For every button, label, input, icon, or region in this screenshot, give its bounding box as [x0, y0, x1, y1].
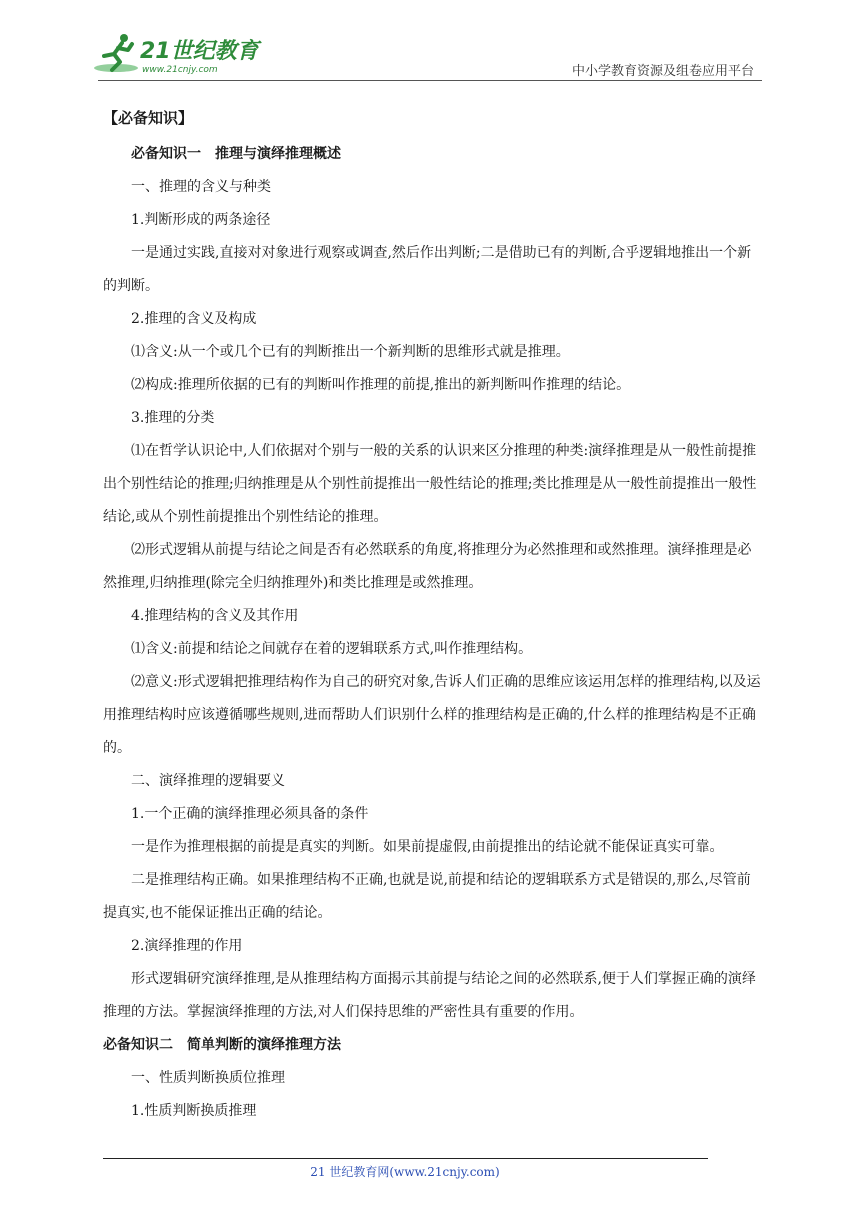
k1-s2-1-b: 二是推理结构正确。如果推理结构不正确,也就是说,前提和结论的逻辑联系方式是错误的,那么,尽管前提真实,也不能保证推出正确的结论。	[103, 872, 751, 921]
k1-s2-2-text: 形式逻辑研究演绎推理,是从推理结构方面揭示其前提与结论之间的必然联系,便于人们掌握正确的演绎推理的方法。掌握演绎推理的方法,对人们保持思维的严密性具有重要的作用。	[103, 971, 756, 1020]
k1-s1-4-a: ⑴含义:前提和结论之间就存在着的逻辑联系方式,叫作推理结构。	[131, 641, 533, 657]
svg-text:www.21cnjy.com: www.21cnjy.com	[142, 65, 218, 75]
k1-s2-1-heading: 1.一个正确的演绎推理必须具备的条件	[131, 806, 369, 822]
k1-s1-heading: 一、推理的含义与种类	[131, 179, 271, 195]
k1-s1-2-a: ⑴含义:从一个或几个已有的判断推出一个新判断的思维形式就是推理。	[131, 344, 570, 360]
k1-s2-heading: 二、演绎推理的逻辑要义	[131, 773, 285, 789]
k1-title: 必备知识一 推理与演绎推理概述	[131, 146, 341, 162]
k1-s1-3-heading: 3.推理的分类	[131, 410, 215, 426]
platform-name: 中小学教育资源及组卷应用平台	[571, 64, 754, 79]
k1-s1-1-text: 一是通过实践,直接对对象进行观察或调查,然后作出判断;二是借助已有的判断,合乎逻辑地推出一个新的判断。	[103, 245, 752, 294]
k1-s1-4-b: ⑵意义:形式逻辑把推理结构作为自己的研究对象,告诉人们正确的思维应该运用怎样的推理结构,以及运用推理结构时应该遵循哪些规则,进而帮助人们识别什么样的推理结构是正确的,什么样的推理结构是不正确的。	[103, 674, 761, 756]
svg-text:21世纪教育: 21世纪教育	[140, 39, 259, 64]
k1-s2-2-heading: 2.演绎推理的作用	[131, 938, 243, 954]
document-body	[103, 104, 763, 1128]
section-title: 【必备知识】	[103, 109, 194, 127]
k2-title: 必备知识二 简单判断的演绎推理方法	[103, 1037, 341, 1053]
logo	[92, 32, 262, 78]
k1-s1-4-heading: 4.推理结构的含义及其作用	[131, 608, 299, 624]
footer-divider	[103, 1158, 708, 1159]
footer-site[interactable]: 21 世纪教育网(www.21cnjy.com)	[310, 1165, 500, 1179]
k1-s1-2-heading: 2.推理的含义及构成	[131, 311, 257, 327]
header-divider	[98, 80, 762, 81]
k2-s1-1-heading: 1.性质判断换质推理	[131, 1103, 257, 1119]
k1-s1-2-b: ⑵构成:推理所依据的已有的判断叫作推理的前提,推出的新判断叫作推理的结论。	[131, 377, 631, 393]
k1-s1-3-b: ⑵形式逻辑从前提与结论之间是否有必然联系的角度,将推理分为必然推理和或然推理。演绎推理是必然推理,归纳推理(除完全归纳推理外)和类比推理是或然推理。	[103, 542, 752, 591]
k2-s1-heading: 一、性质判断换质位推理	[131, 1070, 285, 1086]
k1-s2-1-a: 一是作为推理根据的前提是真实的判断。如果前提虚假,由前提推出的结论就不能保证真实可靠。	[131, 839, 724, 855]
k1-s1-3-a: ⑴在哲学认识论中,人们依据对个别与一般的关系的认识来区分推理的种类:演绎推理是从一般性前提推出个别性结论的推理;归纳推理是从个别性前提推出一般性结论的推理;类比推理是从一般性前提推出一般性结论,或从个别性前提推出个别性结论的推理。	[103, 443, 757, 525]
k1-s1-1-heading: 1.判断形成的两条途径	[131, 212, 271, 228]
logo-runner-icon	[92, 32, 262, 78]
page-header	[0, 0, 860, 84]
